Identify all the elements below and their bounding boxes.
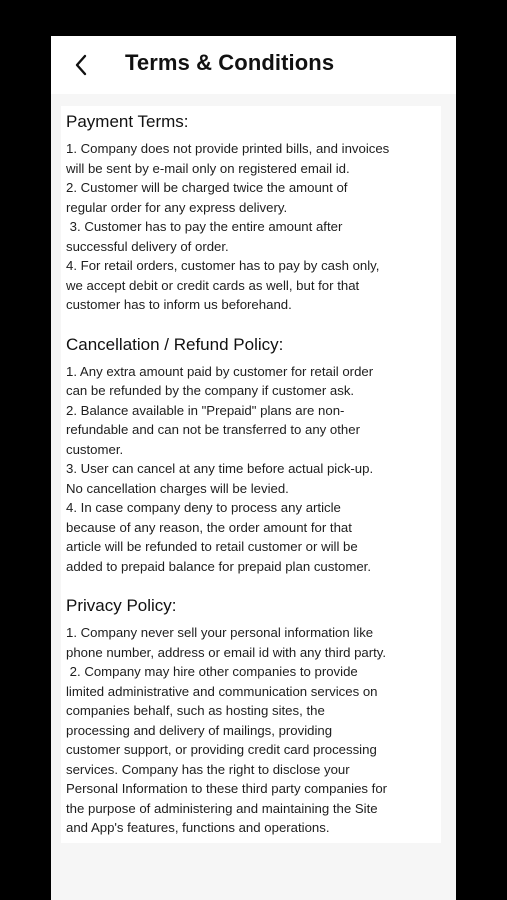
section-text-line: 1. Any extra amount paid by customer for retail order xyxy=(66,363,374,379)
section-text-line: customer. xyxy=(66,441,124,457)
section-text-line: 1. Company does not provide printed bills, and invoices xyxy=(66,141,390,156)
app-bar xyxy=(51,36,456,94)
section-text-line: 3. User can cancel at any time before actual pick-up. xyxy=(66,461,374,476)
section-text-line: No cancellation charges will be levied. xyxy=(66,480,289,496)
page-title: Terms & Conditions xyxy=(125,50,335,75)
chevron-left-icon xyxy=(73,53,89,77)
terms-section xyxy=(66,333,437,577)
section-text-line: because of any reason, the order amount for that xyxy=(66,519,352,535)
section-text-line: successful delivery of order. xyxy=(66,238,229,254)
section-text-line: companies behalf, such as hosting sites, the xyxy=(66,703,325,718)
section-heading: Privacy Policy: xyxy=(66,596,177,615)
terms-sections xyxy=(61,106,441,838)
section-text-line: customer support, or providing credit card processing xyxy=(66,742,377,757)
section-text-line: 2. Customer will be charged twice the amount of xyxy=(66,180,348,195)
terms-content[interactable] xyxy=(61,106,441,843)
section-text-line: will be sent by e-mail only on registered email id. xyxy=(66,160,350,176)
section-text-line: the purpose of administering and maintaining the Site xyxy=(66,800,378,816)
section-text-line: and App's features, functions and operations. xyxy=(66,820,330,835)
section-text-line: we accept debit or credit cards as well, but for that xyxy=(66,277,360,293)
section-body xyxy=(66,139,437,315)
back-button[interactable] xyxy=(65,49,97,81)
section-text-line: customer has to inform us beforehand. xyxy=(66,297,292,312)
section-text-line: Personal Information to these third party companies for xyxy=(66,781,388,796)
section-text-line: 2. Company may hire other companies to provide xyxy=(66,664,358,679)
section-heading: Payment Terms: xyxy=(66,112,189,131)
section-text-line: 1. Company never sell your personal information like xyxy=(66,625,374,640)
section-text-line: 3. Customer has to pay the entire amount after xyxy=(66,219,343,234)
section-text-line: limited administrative and communication services on xyxy=(66,683,378,699)
section-heading: Cancellation / Refund Policy: xyxy=(66,334,284,354)
section-body xyxy=(66,362,437,577)
section-text-line: article will be refunded to retail customer or will be xyxy=(66,539,358,554)
section-text-line: 2. Balance available in "Prepaid" plans are non- xyxy=(66,402,345,418)
section-text-line: 4. For retail orders, customer has to pay by cash only, xyxy=(66,258,380,273)
section-text-line: services. Company has the right to disclose your xyxy=(66,761,350,777)
section-text-line: 4. In case company deny to process any article xyxy=(66,500,341,515)
section-text-line: added to prepaid balance for prepaid plan customer. xyxy=(66,558,371,574)
section-body xyxy=(66,623,437,838)
section-text-line: refundable and can not be transferred to any other xyxy=(66,422,360,437)
terms-screen xyxy=(51,36,456,900)
section-text-line: can be refunded by the company if customer ask. xyxy=(66,383,355,398)
terms-section xyxy=(66,106,437,315)
section-text-line: regular order for any express delivery. xyxy=(66,199,288,215)
section-text-line: processing and delivery of mailings, providing xyxy=(66,722,333,738)
terms-section xyxy=(66,594,437,838)
section-text-line: phone number, address or email id with any third party. xyxy=(66,644,387,660)
